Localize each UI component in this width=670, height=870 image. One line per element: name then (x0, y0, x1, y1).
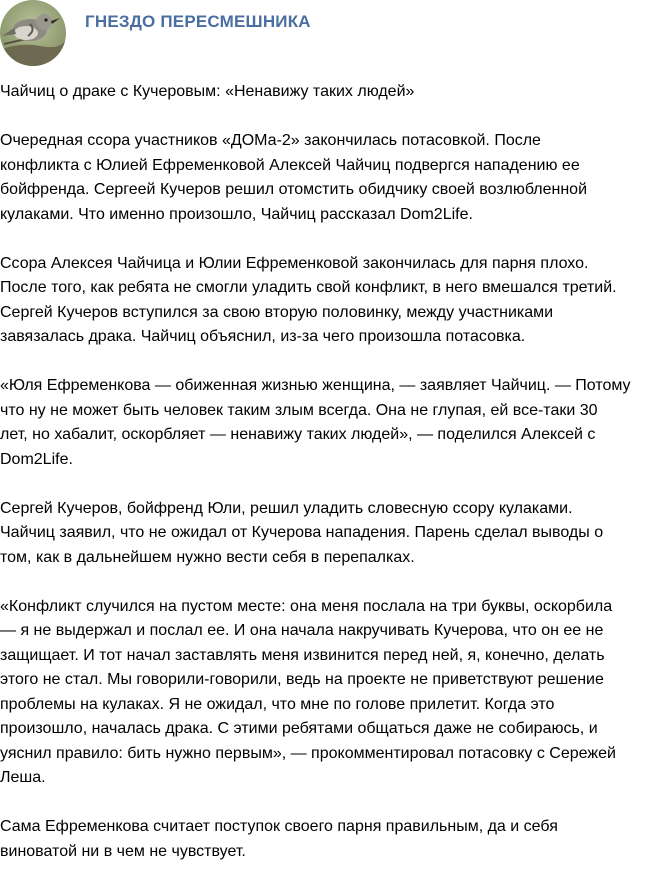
post-text-line: Очередная ссора участников «ДОМа-2» закончилась потасовкой. После (0, 132, 541, 149)
post-text-line: Ссора Алексея Чайчица и Юлии Ефременковой закончилась для парня плохо. (0, 254, 589, 272)
post-text-line: Сама Ефременкова считает поступок своего парня правильным, да и себя (0, 818, 558, 835)
post-text-line: кулаками. Что именно произошло, Чайчиц рассказал Dom2Life. (0, 205, 473, 223)
post-text-line: уяснил правило: бить нужно первым», — прокомментировал потасовку с Сережей (0, 744, 616, 762)
post-text-line: что ну не может быть человек таким злым всегда. Она не глупая, ей все-таки 30 (0, 401, 598, 419)
post-text-line: После того, как ребята не смогли уладить свой конфликт, в него вмешался третий. (0, 279, 617, 296)
post-title-text: Чайчиц о драке с Кучеровым: «Ненавижу таких людей» (0, 83, 415, 100)
post-text-line: произошло, началась драка. С этими ребятами общаться даже не собираюсь, и (0, 720, 598, 737)
post-text-line: Сергей Кучеров вступился за свою вторую половинку, между участниками (0, 303, 554, 321)
post-paragraph-2 (0, 252, 670, 350)
post-paragraph-6 (0, 815, 670, 864)
post-paragraph-4 (0, 497, 670, 571)
post-text-line: Леша. (0, 769, 46, 786)
post-text-line: защищает. И тот начал заставлять меня извинится перед ней, я, конечно, делать (0, 646, 605, 664)
post-text-line: завязалась драка. Чайчиц объяснил, из-за чего произошла потасовка. (0, 328, 526, 345)
post-text-line: бойфренда. Сергеей Кучеров решил отомстить обидчику своей возлюбленной (0, 181, 588, 198)
post-text-line: «Конфликт случился на пустом месте: она меня послала на три буквы, оскорбила (0, 597, 613, 615)
post-text-line: Dom2Life. (0, 450, 73, 468)
community-name-link[interactable]: ГНЕЗДО ПЕРЕСМЕШНИКА (85, 12, 311, 31)
post-text-line: лет, но хабалит, оскорбляет — ненавижу таких людей», — поделился Алексей с (0, 426, 596, 443)
post-body (0, 80, 670, 864)
post-text-line: Сергей Кучеров, бойфренд Юли, решил уладить словесную ссору кулаками. (0, 499, 573, 517)
post-text-line: этого не стал. Мы говорили-говорили, ведь на проекте не приветствуют решение (0, 671, 604, 688)
post-text-line: том, как в дальнейшем нужно вести себя в перепалках. (0, 548, 415, 566)
bird-avatar-icon[interactable] (0, 0, 66, 66)
post-text-line: проблемы на кулаках. Я не ожидал, что мне по голове прилетит. Когда это (0, 695, 555, 713)
post-paragraph-1 (0, 129, 670, 227)
post-text-line: виноватой ни в чем не чувствует. (0, 842, 246, 860)
post-paragraph-3 (0, 374, 670, 472)
post-text-line: Чайчиц заявил, что не ожидал от Кучерова нападения. Парень сделал выводы о (0, 524, 604, 541)
post-header (0, 0, 670, 66)
post-text-line: конфликта с Юлией Ефременковой Алексей Чайчиц подвергся нападению ее (0, 156, 580, 174)
post-text-line: — я не выдержал и послал ее. И она начала накручивать Кучерова, что он ее не (0, 622, 604, 639)
post-paragraph-5 (0, 595, 670, 791)
post-title (0, 80, 670, 105)
post-text-line: «Юля Ефременкова — обиженная жизнью женщина, — заявляет Чайчиц. — Потому (0, 377, 631, 394)
